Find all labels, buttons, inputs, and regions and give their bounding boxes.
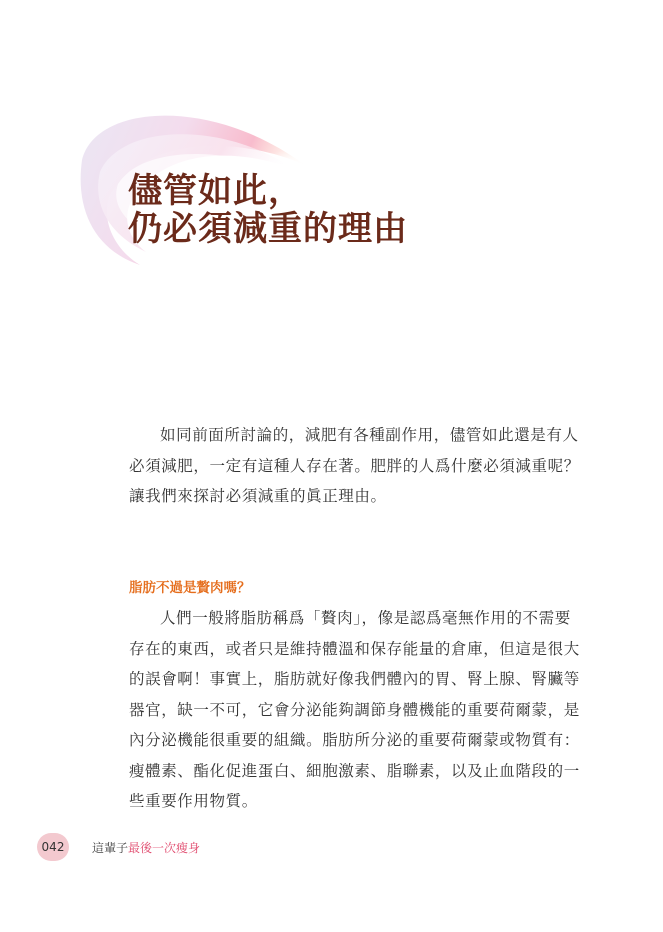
intro-line: 讓我們來探討必須減重的眞正理由。 bbox=[129, 487, 387, 505]
page-number: 042 bbox=[37, 833, 69, 861]
chapter-title-line-1: 儘管如此， bbox=[128, 171, 303, 211]
intro-line: 如同前面所討論的，減肥有各種副作用，儘管如此還是有人 bbox=[160, 426, 579, 444]
book-title-prefix: 這輩子 bbox=[92, 841, 129, 855]
section-line: 器官，缺一不可，它會分泌能夠調節身體機能的重要荷爾蒙，是 bbox=[129, 700, 580, 719]
book-title-accent: 最後一次瘦身 bbox=[128, 841, 201, 855]
section-line: 存在的東西，或者只是維持體溫和保存能量的倉庫，但這是很大 bbox=[129, 639, 580, 658]
chapter-title bbox=[128, 172, 408, 248]
section-line: 內分泌機能很重要的組織。脂肪所分泌的重要荷爾蒙或物質有： bbox=[129, 731, 580, 749]
section-line: 的誤會啊！事實上，脂肪就好像我們體內的胃、腎上腺、腎臟等 bbox=[129, 670, 580, 688]
intro-paragraph bbox=[129, 420, 580, 512]
section-heading: 脂肪不過是贅肉嗎？ bbox=[129, 580, 251, 596]
section-line: 些重要作用物質。 bbox=[129, 792, 258, 810]
section-paragraph bbox=[129, 603, 580, 817]
chapter-title-line-2: 仍必須減重的理由 bbox=[128, 209, 408, 249]
running-footer bbox=[92, 839, 200, 856]
section-line: 人們一般將脂肪稱爲「贅肉」，像是認爲毫無作用的不需要 bbox=[160, 609, 571, 627]
section-line: 瘦體素、酯化促進蛋白、細胞激素、脂聯素，以及止血階段的一 bbox=[129, 761, 580, 780]
intro-line: 必須減肥，一定有這種人存在著。肥胖的人爲什麼必須減重呢？ bbox=[129, 456, 580, 475]
